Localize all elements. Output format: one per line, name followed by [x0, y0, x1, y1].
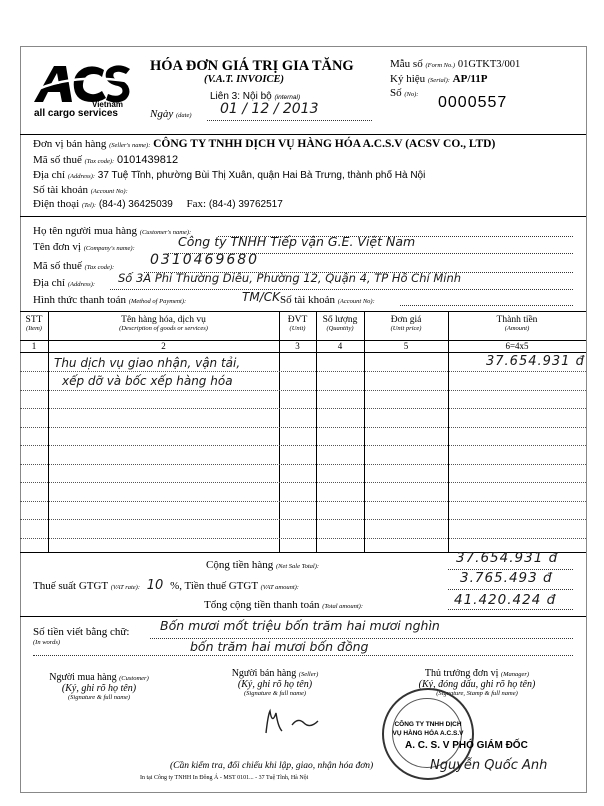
seller-account-label: Số tài khoản [33, 184, 88, 196]
subtotal-value: 37.654.931 đ [456, 550, 559, 566]
vat-rate-value: 10 [146, 578, 164, 593]
stamp-text: CÔNG TY TNHH DỊCH VỤ HÀNG HÓA A.C.S.V [392, 721, 464, 737]
acs-logo [32, 62, 132, 120]
th-unit [279, 315, 316, 332]
grand-total-line [448, 609, 573, 610]
th-unit-price [364, 315, 448, 332]
vat-rate-label-en: (VAT rate): [110, 584, 141, 591]
copy-label: Liên 3: Nội bộ [210, 91, 272, 102]
th-description-vi: Tên hàng hóa, dịch vụ [121, 315, 206, 325]
sig-buyer-note-en: (Signature & full name) [67, 694, 131, 701]
buyer-tax-label-en: (Tax code): [84, 264, 115, 271]
buyer-customer-row [33, 225, 191, 237]
table-row-line [20, 464, 586, 465]
seller-name-value: CÔNG TY TNHH DỊCH VỤ HÀNG HÓA A.C.S.V (ACSV CO., LTD) [153, 138, 496, 150]
table-row-line [20, 482, 586, 483]
table-top-border [20, 311, 586, 312]
sig-buyer [24, 672, 174, 701]
form-no-value: 01GTKT3/001 [457, 59, 521, 70]
seller-account-label-en: (Account No): [90, 188, 128, 195]
seller-address-label: Địa chỉ [33, 169, 66, 181]
date-row [150, 108, 192, 120]
seller-tax-label: Mã số thuế [33, 154, 82, 166]
words-value-line1: Bốn mươi mốt triệu bốn trăm hai mươi nghìn [160, 618, 440, 633]
invoice-number: 0000557 [438, 94, 508, 111]
colnum-1: 1 [31, 341, 37, 351]
seller-address-label-en: (Address): [67, 173, 96, 180]
words-label: Số tiền viết bằng chữ: [33, 626, 130, 638]
invoice-subtitle: (V.A.T. INVOICE) [204, 74, 284, 85]
grand-total-label: Tổng cộng tiền thanh toán [204, 599, 320, 611]
buyer-company-value: Công ty TNHH Tiếp vận G.E. Việt Nam [178, 234, 416, 249]
colnum-2: 2 [161, 341, 166, 351]
sig-buyer-note: (Ký, ghi rõ họ tên) [61, 683, 137, 694]
row-description-line2: xếp dỡ và bốc xếp hàng hóa [62, 374, 233, 388]
seller-fax-label: Fax: [186, 198, 207, 210]
buyer-company-label-en: (Company's name): [83, 245, 135, 252]
table-row-line [20, 390, 586, 391]
seller-phone-label-en: (Tel): [81, 202, 97, 209]
buyer-payment-row [33, 294, 186, 306]
totals-divider [20, 616, 586, 617]
seller-name-row [33, 138, 495, 150]
th-unit-price-en: (Unit price) [390, 325, 422, 332]
vat-amount-label-en: (VAT amount): [260, 584, 299, 591]
th-item-en: (Item) [26, 325, 42, 332]
serial-row [390, 73, 488, 85]
colnum-4: 4 [337, 341, 343, 351]
th-item-vi: STT [25, 315, 43, 325]
copy-label-en: (internal) [274, 94, 301, 101]
form-no-row [390, 58, 520, 70]
footer-note: (Cần kiểm tra, đối chiếu khi lập, giao, nhận hóa đơn) [170, 761, 374, 771]
words-value-line2: bốn trăm hai mươi bốn đồng [190, 639, 369, 654]
sig-seller [200, 668, 350, 697]
colnum-6: 6=4x5 [505, 341, 529, 351]
seller-tax-value: 0101439812 [116, 154, 179, 166]
date-label-en: (date) [175, 112, 192, 119]
sig-buyer-title-en: (Customer) [119, 675, 149, 682]
sig-manager-note-en: (Signature, Stamp & full name) [436, 690, 518, 697]
subtotal-label-en: (Net Sale Total): [275, 563, 320, 570]
buyer-tax-label: Mã số thuế [33, 260, 82, 272]
subtotal-row [206, 559, 319, 571]
vat-row [33, 578, 299, 593]
table-row-line [20, 538, 586, 539]
footer-printer: In tại Công ty TNHH In Đông Á - MST 0101... - 37 Tuệ Tĩnh, Hà Nội [140, 775, 309, 781]
logo-country: Vietnam [92, 100, 123, 109]
grand-total-label-en: (Total amount): [322, 603, 363, 610]
seller-tax-row [33, 154, 178, 166]
table-colnum-bottom [20, 352, 586, 353]
buyer-address-line [110, 289, 573, 290]
vat-amount-line [448, 589, 573, 590]
number-row [390, 87, 418, 99]
table-row-line [20, 501, 586, 502]
buyer-address-label: Địa chỉ [33, 277, 66, 289]
row-description-line1: Thu dịch vụ giao nhận, vận tải, [54, 356, 241, 370]
buyer-payment-value: TM/CK [242, 290, 280, 304]
date-value: 01 / 12 / 2013 [220, 101, 319, 117]
th-quantity-vi: Số lượng [322, 315, 358, 325]
th-amount-en: (Amount) [504, 325, 530, 332]
sig-seller-title: Người bán hàng [231, 668, 297, 679]
form-no-label-en: (Form No.) [425, 62, 456, 69]
th-unit-en: (Unit) [289, 325, 306, 332]
sig-manager-note: (Ký, đóng dấu, ghi rõ họ tên) [418, 679, 536, 690]
seller-account-row [33, 184, 128, 196]
vat-rate-label: Thuế suất GTGT [33, 580, 108, 592]
th-quantity [316, 315, 364, 332]
manager-name: Nguyễn Quốc Anh [430, 758, 548, 773]
acs-logo-mark [32, 62, 132, 104]
date-line [207, 120, 372, 121]
seller-phone-value: (84-4) 36425039 [98, 199, 173, 210]
buyer-tax-value: 0310469680 [150, 252, 260, 268]
th-description [48, 315, 279, 332]
serial-label-en: (Serial): [427, 77, 450, 84]
seller-name-label: Đơn vị bán hàng [33, 138, 107, 150]
th-item [20, 315, 48, 332]
buyer-company-label: Tên đơn vị [33, 241, 81, 253]
table-row-line [20, 408, 586, 409]
number-label-en: (No): [404, 91, 419, 98]
sig-seller-note: (Ký, ghi rõ họ tên) [237, 679, 313, 690]
buyer-address-value: Số 3A Phi Thường Diêu, Phường 12, Quận 4, TP Hồ Chí Minh [118, 271, 462, 285]
buyer-payment-label-en: (Method of Payment): [128, 298, 187, 305]
buyer-tax-row [33, 260, 114, 272]
table-row-line [20, 445, 586, 446]
buyer-address-label-en: (Address): [67, 281, 96, 288]
seller-signature [258, 705, 328, 737]
seller-divider [20, 216, 586, 217]
th-unit-vi: ĐVT [287, 315, 308, 325]
row-amount: 37.654.931 đ [486, 354, 585, 369]
grand-total-row [204, 599, 363, 611]
serial-label: Ký hiệu [390, 73, 426, 85]
buyer-payment-label: Hình thức thanh toán [33, 294, 127, 306]
buyer-customer-label: Họ tên người mua hàng [33, 225, 138, 237]
th-quantity-en: (Quantity) [326, 325, 354, 332]
seller-name-label-en: (Seller's name): [109, 142, 151, 149]
colnum-5: 5 [403, 341, 409, 351]
seller-phone-label: Điện thoại [33, 198, 80, 210]
logo-tagline: all cargo services [34, 108, 118, 119]
buyer-account-line [400, 305, 573, 306]
seller-tax-label-en: (Tax code): [84, 158, 115, 165]
invoice-title: HÓA ĐƠN GIÁ TRỊ GIA TĂNG [150, 58, 354, 74]
table-row-line [20, 519, 586, 520]
buyer-company-row [33, 241, 135, 253]
header-divider [20, 134, 586, 135]
date-label: Ngày [150, 108, 174, 120]
words-line-2 [33, 655, 573, 656]
seller-phone-row [33, 198, 283, 210]
grand-total-value: 41.420.424 đ [454, 592, 557, 608]
sig-buyer-title: Người mua hàng [49, 672, 117, 683]
colnum-3: 3 [295, 341, 300, 351]
serial-value: AP/11P [452, 73, 488, 85]
buyer-account-label-en: (Account No): [337, 298, 375, 305]
subtotal-label: Cộng tiền hàng [206, 559, 274, 571]
buyer-customer-label-en: (Customer's name): [139, 229, 192, 236]
number-label: Số [390, 87, 402, 99]
seller-address-row [33, 169, 425, 181]
th-unit-price-vi: Đơn giá [390, 315, 422, 325]
th-amount [448, 315, 586, 332]
sig-seller-title-en: (Seller) [298, 671, 319, 678]
form-no-label: Mẫu số [390, 58, 423, 70]
sig-manager-title-en: (Manager) [500, 671, 530, 678]
vat-amount-value: 3.765.493 đ [460, 570, 553, 586]
buyer-account-label: Số tài khoản [280, 294, 335, 306]
buyer-address-row [33, 277, 95, 289]
buyer-account-row [280, 294, 375, 306]
table-row-line [20, 371, 586, 372]
vat-amount-label: %, Tiền thuế GTGT [170, 580, 258, 592]
manager-position: A. C. S. V PHÓ GIÁM ĐỐC [405, 740, 528, 751]
th-amount-vi: Thành tiền [496, 315, 538, 325]
th-description-en: (Description of goods or services) [119, 325, 208, 332]
words-label-en: (In words) [33, 639, 61, 646]
table-row-line [20, 427, 586, 428]
sig-seller-note-en: (Signature & full name) [243, 690, 307, 697]
seller-fax-value: (84-4) 39762517 [208, 199, 283, 210]
seller-address-value: 37 Tuệ Tĩnh, phường Bùi Thị Xuân, quận Hai Bà Trưng, thành phố Hà Nội [97, 170, 426, 181]
sig-manager-title: Thủ trưởng đơn vị [424, 668, 499, 679]
